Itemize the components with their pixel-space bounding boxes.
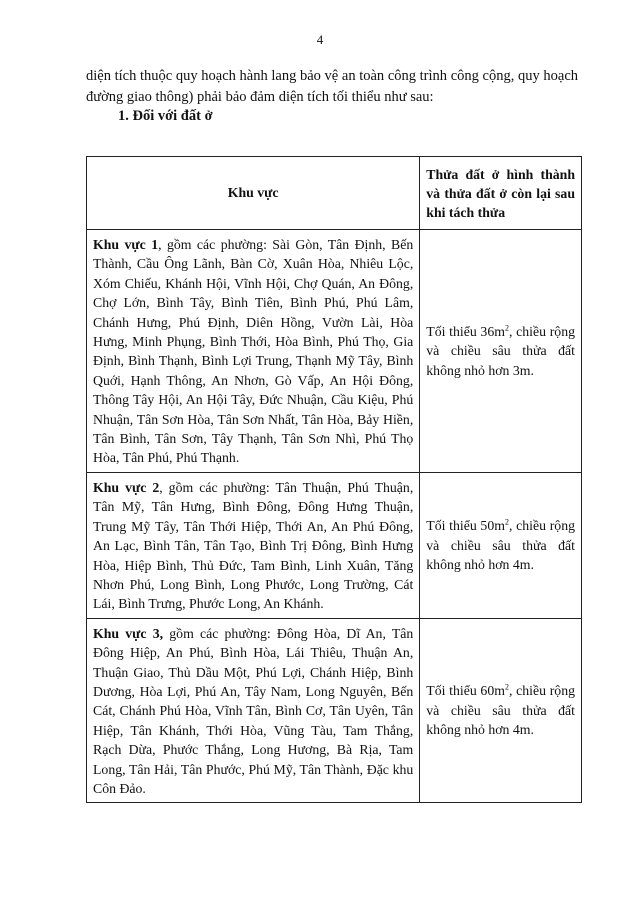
size-suffix: , chiều rộng và chiều sâu thửa đất không nhỏ hơn 4m. (426, 683, 575, 738)
size-cell (420, 472, 582, 618)
size-prefix: Tối thiểu 60m (426, 683, 505, 699)
size-cell (420, 230, 582, 473)
size-superscript: 2 (504, 517, 509, 527)
size-superscript: 2 (504, 682, 509, 692)
area-cell (87, 230, 420, 473)
header-area: Khu vực (87, 157, 420, 230)
ward-list: gồm các phường: Đông Hòa, Dĩ An, Tân Đông Hiệp, An Phú, Bình Hòa, Lái Thiêu, Thuận An, Thuận Giao, Thủ Dầu Một, Phú Lợi, Chánh Hiệp, Bình Dương, Hòa Lợi, Phú An, Tây Nam, Long Nguyên, Bến Cát, Chánh Phú Hòa, Vĩnh Tân, Bình Cơ, Tân Uyên, Tân Hiệp, Tân Khánh, Thới Hòa, Vũng Tàu, Tam Thắng, Rạch Dừa, Phước Thắng, Long Hương, Bà Rịa, Tam Long, Tân Hải, Tân Phước, Phú Mỹ, Tân Thành, Đặc khu Côn Đảo. (93, 625, 414, 796)
land-division-table (86, 156, 582, 803)
size-suffix: , chiều rộng và chiều sâu thửa đất không nhỏ hơn 3m. (426, 323, 575, 378)
intro-paragraph: diện tích thuộc quy hoạch hành lang bảo vệ an toàn công trình công cộng, quy hoạch đường giao thông) phải bảo đảm diện tích tối thiểu như sau: (86, 68, 578, 105)
size-prefix: Tối thiểu 36m (426, 323, 505, 339)
area-cell (87, 472, 420, 618)
table-row (87, 230, 582, 473)
zone-name: Khu vực 2 (93, 479, 160, 495)
table-row (87, 472, 582, 618)
area-cell (87, 618, 420, 803)
page-number: 4 (316, 32, 324, 47)
size-prefix: Tối thiểu 50m (426, 518, 505, 534)
zone-name: Khu vực 1 (93, 237, 159, 252)
size-superscript: 2 (504, 323, 509, 333)
size-suffix: , chiều rộng và chiều sâu thửa đất không nhỏ hơn 4m. (426, 518, 575, 572)
size-cell (420, 618, 582, 803)
section-heading: 1. Đối với đất ở (118, 108, 213, 124)
zone-name: Khu vực 3, (93, 625, 164, 641)
header-size: Thửa đất ở hình thành và thửa đất ở còn lại sau khi tách thửa (420, 157, 582, 230)
ward-list: , gồm các phường: Sài Gòn, Tân Định, Bến Thành, Cầu Ông Lãnh, Bàn Cờ, Xuân Hòa, Nhiêu Lộc, Xóm Chiếu, Khánh Hội, Vĩnh Hội, Chợ Quán, An Đông, Chợ Lớn, Bình Tây, Bình Tiên, Bình Phú, Phú Lâm, Chánh Hưng, Phú Định, Diên Hồng, Vườn Lài, Hòa Hưng, Minh Phụng, Bình Thới, Hòa Bình, Phú Thọ, Gia Định, Bình Thạnh, Bình Lợi Trung, Thạnh Mỹ Tây, Bình Quới, Hạnh Thông, An Nhơn, Gò Vấp, An Hội Đông, Thông Tây Hội, An Hội Tây, Đức Nhuận, Cầu Kiệu, Phú Nhuận, Tân Sơn Hòa, Tân Sơn Nhất, Tân Hòa, Bảy Hiền, Tân Bình, Tân Sơn, Tây Thạnh, Tân Sơn Nhì, Phú Thọ Hòa, Tân Phú, Phú Thạnh. (93, 237, 414, 466)
table-header-row (87, 157, 582, 230)
table-row (87, 618, 582, 803)
ward-list: , gồm các phường: Tân Thuận, Phú Thuận, Tân Mỹ, Tân Hưng, Bình Đông, Đông Hưng Thuận, Trung Mỹ Tây, Tân Thới Hiệp, Thới An, An Phú Đông, An Lạc, Bình Tân, Tân Tạo, Bình Trị Đông, Bình Hưng Hòa, Hiệp Bình, Thủ Đức, Tam Bình, Linh Xuân, Tăng Nhơn Phú, Long Bình, Long Phước, Long Trường, Cát Lái, Bình Trưng, Phước Long, An Khánh. (93, 479, 414, 612)
